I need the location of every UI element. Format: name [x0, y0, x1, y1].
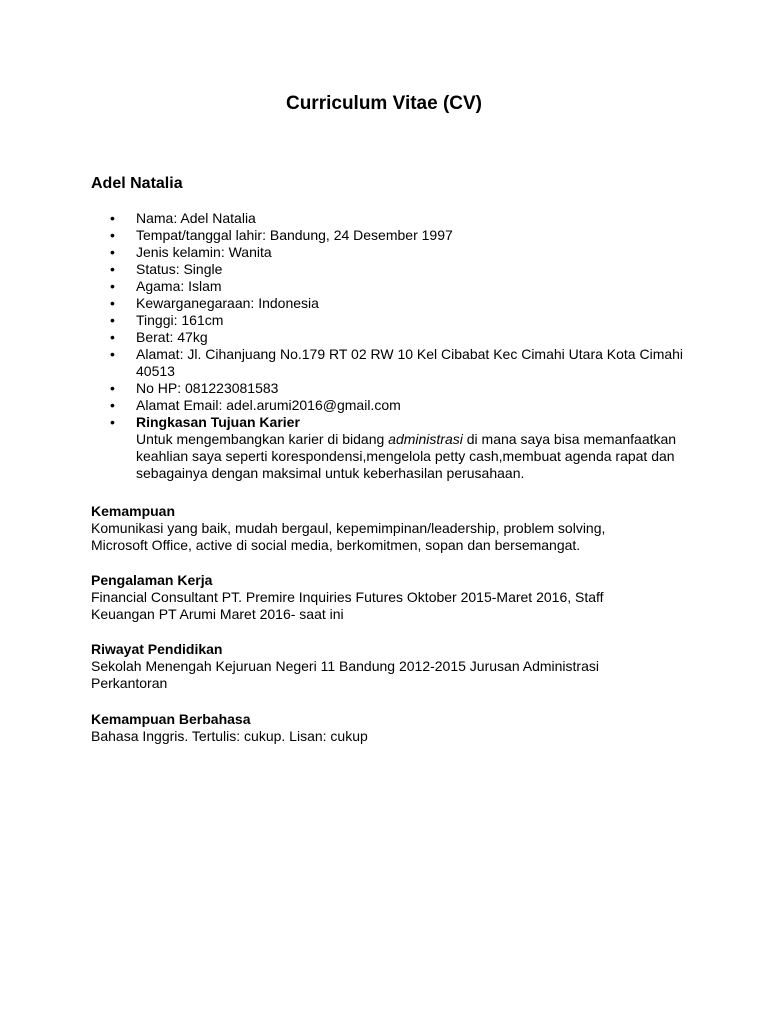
detail-citizenship: Kewarganegaraan: Indonesia — [136, 295, 319, 311]
career-text-italic: administrasi — [388, 431, 463, 447]
section-heading: Kemampuan — [91, 503, 176, 519]
career-summary-text — [136, 431, 696, 482]
skills-section — [91, 503, 651, 554]
detail-address: Alamat: Jl. Cihanjuang No.179 RT 02 RW 10 Kel Cibabat Kec Cimahi Utara Kota Cimahi 40513 — [136, 346, 684, 379]
bullet-icon: • — [110, 397, 115, 413]
list-item — [110, 244, 690, 261]
education-section — [91, 641, 651, 692]
section-body: Bahasa Inggris. Tertulis: cukup. Lisan: cukup — [91, 728, 368, 744]
bullet-icon: • — [110, 227, 115, 243]
list-item — [110, 380, 690, 397]
list-item — [110, 295, 690, 312]
section-heading: Pengalaman Kerja — [91, 572, 213, 588]
list-item — [110, 312, 690, 329]
bullet-icon: • — [110, 329, 115, 345]
name-heading: Adel Natalia — [91, 175, 183, 192]
bullet-icon: • — [110, 244, 115, 260]
section-body: Financial Consultant PT. Premire Inquiries Futures Oktober 2015-Maret 2016, Staff Keuangan PT Arumi Maret 2016- saat ini — [91, 589, 604, 622]
detail-religion: Agama: Islam — [136, 278, 222, 294]
career-text-end: di mana saya bisa memanfaatkan keahlian saya seperti korespondensi,mengelola petty cash,membuat agenda rapat dan sebagainya dengan maksimal untuk keberhasilan perusahaan. — [136, 431, 677, 481]
bullet-icon: • — [110, 210, 115, 226]
detail-name: Nama: Adel Natalia — [136, 210, 256, 226]
detail-weight: Berat: 47kg — [136, 329, 208, 345]
list-item — [110, 346, 690, 380]
work-experience-section — [91, 572, 651, 623]
personal-details-list — [110, 210, 690, 482]
list-item — [110, 210, 690, 227]
detail-height: Tinggi: 161cm — [136, 312, 224, 328]
bullet-icon: • — [110, 380, 115, 396]
detail-phone: No HP: 081223081583 — [136, 380, 279, 396]
bullet-icon: • — [110, 312, 115, 328]
list-item — [110, 261, 690, 278]
list-item — [110, 278, 690, 295]
career-summary-label: Ringkasan Tujuan Karier — [136, 414, 300, 430]
list-item — [110, 329, 690, 346]
bullet-icon: • — [110, 414, 115, 430]
bullet-icon: • — [110, 278, 115, 294]
list-item — [110, 397, 690, 414]
detail-status: Status: Single — [136, 261, 223, 277]
detail-gender: Jenis kelamin: Wanita — [136, 244, 272, 260]
detail-birth: Tempat/tanggal lahir: Bandung, 24 Desember 1997 — [136, 227, 453, 243]
section-body: Komunikasi yang baik, mudah bergaul, kepemimpinan/leadership, problem solving, Microsoft Office, active di social media, berkomitmen, sopan dan bersemangat. — [91, 520, 606, 553]
bullet-icon: • — [110, 346, 115, 362]
list-item — [110, 414, 690, 482]
section-body: Sekolah Menengah Kejuruan Negeri 11 Bandung 2012-2015 Jurusan Administrasi Perkantoran — [91, 658, 599, 691]
bullet-icon: • — [110, 295, 115, 311]
language-section — [91, 711, 651, 745]
career-text-start: Untuk mengembangkan karier di bidang — [136, 431, 389, 447]
section-heading: Riwayat Pendidikan — [91, 641, 223, 657]
detail-email: Alamat Email: adel.arumi2016@gmail.com — [136, 397, 401, 413]
list-item — [110, 227, 690, 244]
section-heading: Kemampuan Berbahasa — [91, 711, 251, 727]
page-title: Curriculum Vitae (CV) — [285, 93, 483, 114]
bullet-icon: • — [110, 261, 115, 277]
